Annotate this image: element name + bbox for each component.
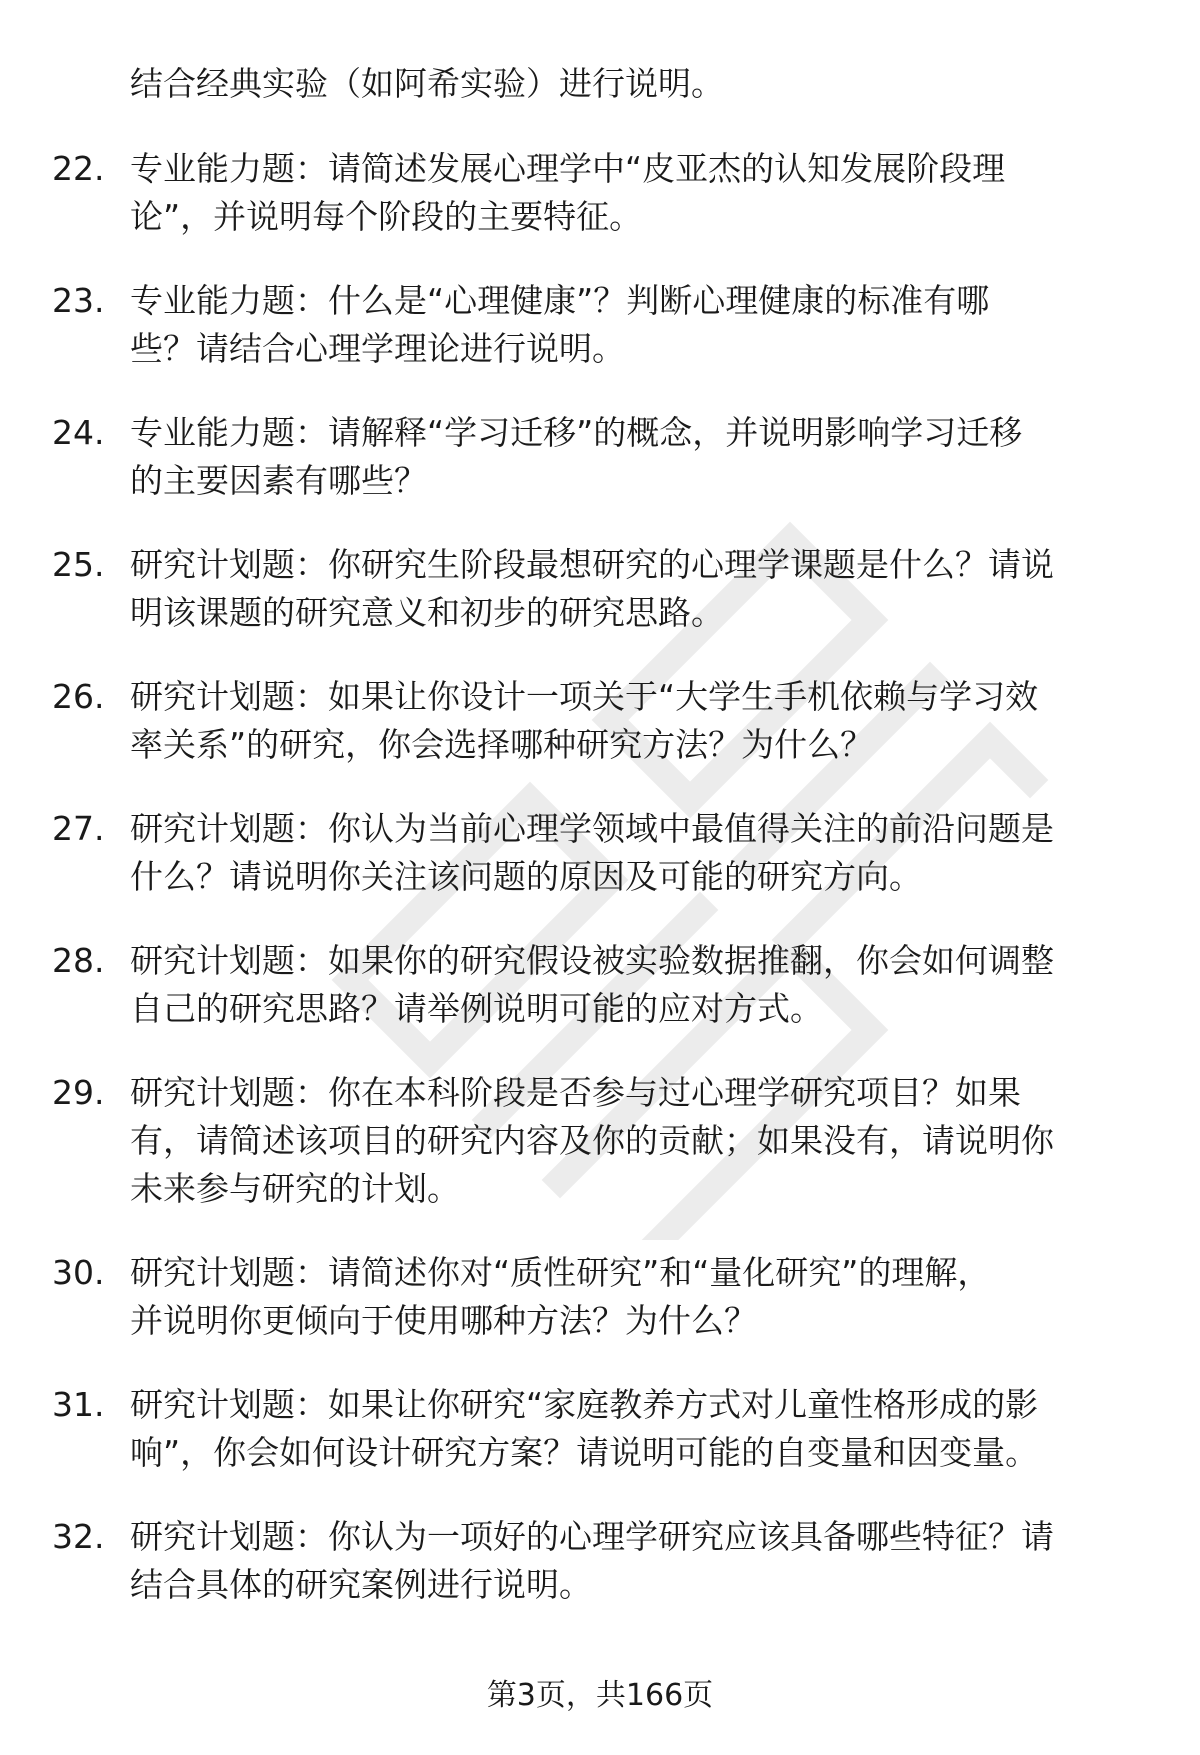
question-text: 研究计划题：请简述你对“质性研究”和“量化研究”的理解， 并说明你更倾向于使用哪种方法？为什么？ — [130, 1253, 991, 1340]
question-item — [0, 1381, 1200, 1477]
question-item — [0, 145, 1200, 241]
question-text: 专业能力题：请解释“学习迁移”的概念，并说明影响学习迁移 的主要因素有哪些？ — [130, 413, 1023, 500]
question-number: 22. — [52, 149, 105, 188]
question-text: 研究计划题：如果你的研究假设被实验数据推翻，你会如何调整 自己的研究思路？请举例说明可能的应对方式。 — [130, 941, 1054, 1028]
question-number: 24. — [52, 413, 105, 452]
question-number: 23. — [52, 281, 105, 320]
question-number: 31. — [52, 1385, 105, 1424]
page-footer: 第3页，共166页 — [486, 1678, 714, 1713]
question-number: 29. — [52, 1073, 105, 1112]
question-list — [0, 145, 1200, 1645]
question-number: 28. — [52, 941, 105, 980]
question-text: 研究计划题：你研究生阶段最想研究的心理学课题是什么？请说 明该课题的研究意义和初步的研究思路。 — [130, 545, 1054, 632]
question-item — [0, 937, 1200, 1033]
question-item — [0, 277, 1200, 373]
question-text: 研究计划题：你认为一项好的心理学研究应该具备哪些特征？请 结合具体的研究案例进行说明。 — [130, 1517, 1054, 1604]
question-item — [0, 673, 1200, 769]
question-item — [0, 1513, 1200, 1609]
continuation-text: 结合经典实验（如阿希实验）进行说明。 — [130, 64, 724, 103]
question-text: 研究计划题：如果让你设计一项关于“大学生手机依赖与学习效 率关系”的研究，你会选择哪种研究方法？为什么？ — [130, 677, 1039, 764]
question-number: 30. — [52, 1253, 105, 1292]
question-number: 26. — [52, 677, 105, 716]
question-text: 研究计划题：如果让你研究“家庭教养方式对儿童性格形成的影 响”，你会如何设计研究方案？请说明可能的自变量和因变量。 — [130, 1385, 1039, 1472]
question-text: 专业能力题：什么是“心理健康”？判断心理健康的标准有哪 些？请结合心理学理论进行说明。 — [130, 281, 990, 368]
question-number: 32. — [52, 1517, 105, 1556]
question-number: 25. — [52, 545, 105, 584]
question-text: 研究计划题：你认为当前心理学领域中最值得关注的前沿问题是 什么？请说明你关注该问题的原因及可能的研究方向。 — [130, 809, 1054, 896]
question-item — [0, 1069, 1200, 1213]
question-text: 专业能力题：请简述发展心理学中“皮亚杰的认知发展阶段理 论”，并说明每个阶段的主要特征。 — [130, 149, 1006, 236]
question-item — [0, 541, 1200, 637]
question-item — [0, 409, 1200, 505]
question-number: 27. — [52, 809, 105, 848]
question-text: 研究计划题：你在本科阶段是否参与过心理学研究项目？如果 有，请简述该项目的研究内容及你的贡献；如果没有，请说明你 未来参与研究的计划。 — [130, 1073, 1054, 1208]
question-item — [0, 1249, 1200, 1345]
question-item — [0, 805, 1200, 901]
